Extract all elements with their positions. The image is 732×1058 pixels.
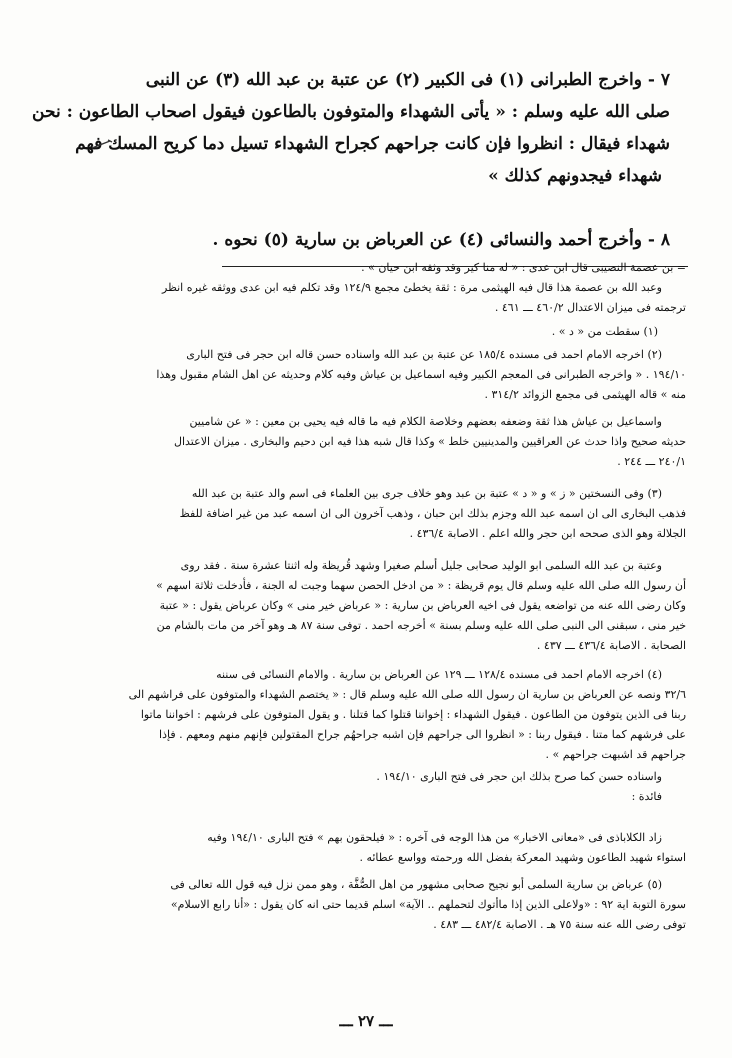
footnote-4 xyxy=(66,665,686,765)
footnote-line: = بن عصمة النصيبى قال ابن عدى : « له منا كير وقد وثقه ابن حيان » . xyxy=(361,261,686,274)
footnote-line: واسناده حسن كما صرح بذلك ابن حجر فى فتح البارى ١٩٤/١٠ . xyxy=(376,770,662,783)
footnote-line: فذهب البخارى الى ان اسمه عبد الله وجزم بذلك ابن حبان ، وذهب آخرون الى ان اسمه عبد من غير اضافة للفظ xyxy=(179,507,686,520)
footnote-line: (٢) اخرجه الامام احمد فى مسنده ١٨٥/٤ عن عتبة بن عبد الله واسناده حسن قاله ابن حجر فى فتح البارى xyxy=(186,348,662,361)
footnote-line: الجلالة وهو الذى صححه ابن حجر والله اعلم . الاصابة ٤٣٦/٤ . xyxy=(409,527,686,540)
footnote-line: جراحهم قد اشبهت جراحهم » . xyxy=(545,748,686,761)
footnote-line: ١٩٤/١٠ . « واخرجه الطبرانى فى المعجم الكبير وفيه اسماعيل بن عياش وفيه كلام وحديثه عن اهل الشام مقبول وهذا xyxy=(156,368,686,381)
footnote-line: منه » قاله الهيثمى فى مجمع الزوائد ٣١٤/٢ . xyxy=(484,388,686,401)
footnote-line: ٣٢/٦ ونصه عن العرباض بن سارية ان رسول الله صلى الله عليه وسلم قال : « يختصم الشهداء والمتوفون على فراشهم الى xyxy=(128,688,686,701)
footnote-line: فائدة : xyxy=(631,790,662,803)
footnote-line: أن رسول الله صلى الله عليه وسلم قال يوم قريظة : « من ادخل الحصن سهما وجبت له الجنة ، فأدخلت ثلاثة اسهم » xyxy=(156,579,686,592)
footnote-line: وعبد الله بن عصمة هذا قال فيه الهيثمى مرة : ثقة يخطئ مجمع ١٢٤/٩ وقد تكلم فيه ابن عدى ووثقه غيره انظر xyxy=(162,281,662,294)
text-line: ٧ - واخرج الطبرانى (١) فى الكبير (٢) عن عتبة بن عبد الله (٣) عن النبى xyxy=(145,70,670,90)
footnote-line: واسماعيل بن عياش هذا ثقة وضعفه بعضهم وخلاصة الكلام فيه ما قاله فيه يحيى بن معين : « عن شاميين xyxy=(189,415,662,428)
footnote-line: استواء شهيد الطاعون وشهيد المعركة بفضل الله ورحمته وواسع عطائه . xyxy=(359,851,686,864)
footnote-line: وكان رضى الله عنه من تواضعه يقول فى اخيه العرباض بن سارية : « عرباض خير منى » وكان عرباض يقول : « عتبة xyxy=(159,599,686,612)
footnote-line: الصحابة . الاصابة ٤٣٦/٤ ـــ ٤٣٧ . xyxy=(536,639,686,652)
footnote-line: على فرشهم كما متنا . فيقول ربنا : « انظروا الى جراحهم فإن اشبه جراحهُم جراح المقتولين فإنهم منهم ومعهم . فإذا xyxy=(159,728,686,741)
footnote-line: (٤) اخرجه الامام احمد فى مسنده ١٢٨/٤ ـــ ١٢٩ عن العرباض بن سارية . والامام النسائى فى سننه xyxy=(216,668,662,681)
text-line: شهداء فيقال : انظروا فإن كانت جراحهم كجراح الشهداء تسيل دما كريح المسك فهم xyxy=(75,134,670,154)
footnote-2 xyxy=(66,345,686,405)
footnote-line: توفى رضى الله عنه سنة ٧٥ هـ . الاصابة ٤٨٢/٤ ـــ ٤٨٣ . xyxy=(433,918,686,931)
footnote-line: ترجمته فى ميزان الاعتدال ٤٦٠/٢ ـــ ٤٦١ . xyxy=(494,301,686,314)
footnote-4-benefit xyxy=(66,828,686,868)
footnote-continuation xyxy=(66,258,686,318)
footnote-5 xyxy=(66,875,686,935)
footnote-line: (٣) وفى النسختين « ز » و « د » عتبة بن عبد وهو خلاف جرى بين العلماء فى اسم والد عتبة بن عبد الله xyxy=(191,487,662,500)
main-text-item-7 xyxy=(32,66,670,190)
main-text-item-8: ٨ - وأخرج أحمد والنسائى (٤) عن العرباض بن سارية (٥) نحوه . xyxy=(212,230,670,250)
footnote-line: سورة التوبة اية ٩٢ : «ولاعلى الذين إذا ماأتوك لتحملهم .. الآية» اسلم قديما حتى انه كان يقول : «أنا رابع الاسلام» xyxy=(170,898,686,911)
footnote-4-continued xyxy=(66,767,686,807)
footnote-1 xyxy=(66,322,686,342)
footnote-line: (٥) عرباض بن سارية السلمى أبو نجيح صحابى مشهور من اهل الصُّفَّة ، وهو ممن نزل فيه قول الله تعالى فى xyxy=(170,878,662,891)
footnote-2-continued xyxy=(66,412,686,472)
page-number: ـــ ٢٧ ـــ xyxy=(339,1012,393,1030)
footnote-line: وعتبة بن عبد الله السلمى ابو الوليد صحابى جليل أسلم صغيرا وشهد قُريظة وله اثنتا عشرة سنة . فقد روى xyxy=(180,559,662,572)
footnote-line: زاد الكلاباذى فى «معانى الاخبار» من هذا الوجه فى آخره : « فيلحقون بهم » فتح البارى ١٩٤/١٠ وفيه xyxy=(207,831,662,844)
footnote-line: حديثه صحيح واذا حدث عن العراقيين والمدينيين خلط » وكذا قال شبه هذا فيه ابن دحيم والبخارى . ميزان الاعتدال xyxy=(173,435,686,448)
text-line: شهداء فيجدونهم كذلك » xyxy=(488,166,662,186)
footnote-line: خير منى ، سبقنى الى النبى صلى الله عليه وسلم بسنة » أخرجه احمد . توفى سنة ٨٧ هـ وهو آخر من مات بالشام من xyxy=(156,619,686,632)
footnote-line: ربنا فى الذين يتوفون من الطاعون . فيقول الشهداء : إخواننا قتلوا كما قتلنا . و يقول المتوفون على فرشهم : اخواننا ماتوا xyxy=(140,708,686,721)
footnote-line: (١) سقطت من « د » . xyxy=(551,325,658,338)
footnote-line: ٢٤٠/١ ـــ ٢٤٤ . xyxy=(617,455,686,468)
footnote-3 xyxy=(66,484,686,544)
margin-pen-mark xyxy=(90,138,114,150)
text-line: صلى الله عليه وسلم : « يأتى الشهداء والمتوفون بالطاعون فيقول اصحاب الطاعون : نحن xyxy=(32,102,670,122)
footnote-3-continued xyxy=(66,556,686,656)
